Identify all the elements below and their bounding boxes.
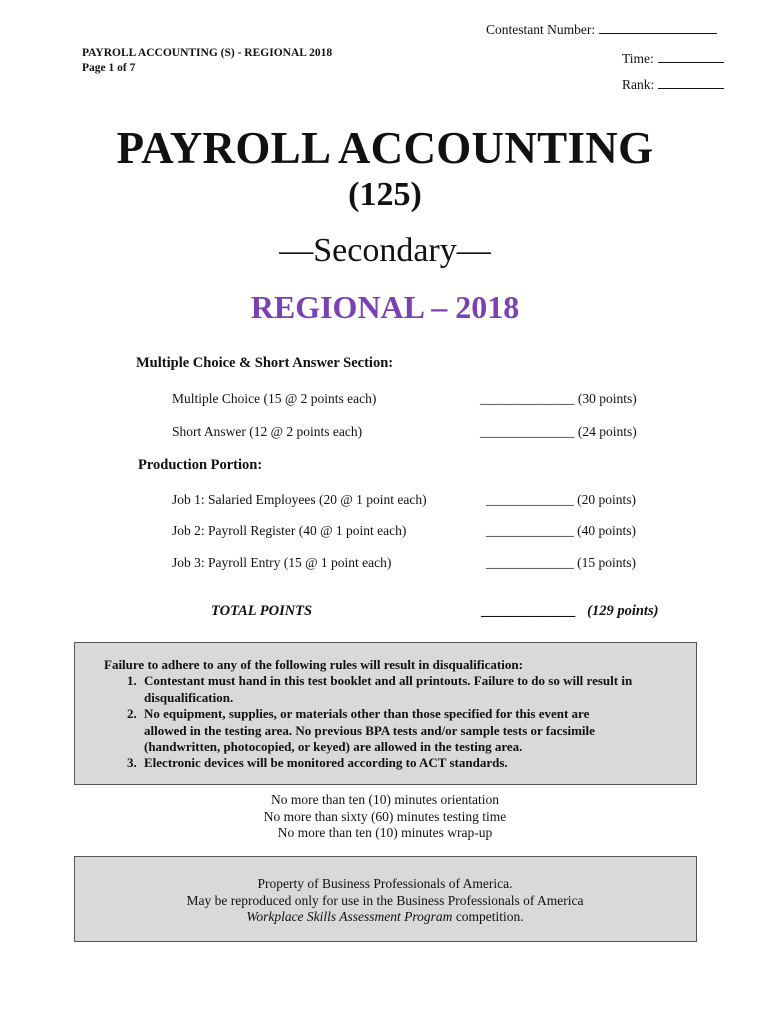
contestant-number-line (486, 22, 717, 38)
rule-item (140, 673, 632, 706)
section-production-heading: Production Portion: (138, 457, 263, 473)
event-code: (125) (348, 176, 422, 213)
rank-label: Rank: (622, 77, 655, 92)
row-short-answer-value: ______________ (24 points) (480, 424, 637, 439)
rules-list (118, 673, 632, 771)
rule-3-line-1: 3. Electronic devices will be monitored according to ACT standards. (144, 755, 508, 771)
rule-2-line-1: 2. No equipment, supplies, or materials other than those specified for this event are (144, 706, 590, 722)
contestant-number-label: Contestant Number: (486, 22, 596, 37)
rule-item (140, 755, 632, 771)
property-line-1: Property of Business Professionals of America. (257, 876, 513, 891)
time-line (622, 51, 724, 67)
timing-wrapup: No more than ten (10) minutes wrap-up (277, 825, 493, 840)
total-points-label: TOTAL POINTS (211, 603, 313, 619)
rules-text (104, 657, 632, 772)
rule-2-line-3: (handwritten, photocopied, or keyed) are allowed in the testing area. (144, 739, 523, 755)
regional-heading: REGIONAL – 2018 (250, 289, 520, 325)
property-line-3-rest: competition. (452, 909, 524, 924)
rule-2-line-2: allowed in the testing area. No previous BPA tests and/or sample tests or facsimile (144, 722, 595, 738)
event-line: PAYROLL ACCOUNTING (S) - REGIONAL 2018 (82, 47, 333, 59)
time-blank (658, 62, 724, 63)
property-program-name: Workplace Skills Assessment Program (246, 909, 453, 924)
row-multiple-choice-label: Multiple Choice (15 @ 2 points each) (172, 391, 377, 406)
property-line-3 (0, 909, 770, 926)
total-points-value: _____________ (129 points) (482, 603, 659, 619)
page-line: Page 1 of 7 (82, 62, 136, 74)
row-job2-label: Job 2: Payroll Register (40 @ 1 point each) (172, 523, 407, 538)
timing-block (0, 792, 770, 842)
rules-intro: Failure to adhere to any of the following rules will result in disqualification: (104, 657, 523, 672)
rank-line (622, 77, 724, 93)
contestant-number-blank (599, 33, 717, 34)
document-title: PAYROLL ACCOUNTING (116, 123, 654, 173)
row-job3-label: Job 3: Payroll Entry (15 @ 1 point each) (172, 555, 392, 570)
rule-1-line-2: disqualification. (144, 689, 234, 705)
header-event-block (82, 46, 332, 76)
row-multiple-choice-value: ______________ (30 points) (480, 391, 637, 406)
rank-blank (658, 88, 724, 89)
row-job1-value: _____________ (20 points) (486, 492, 636, 507)
row-job3-value: _____________ (15 points) (486, 555, 636, 570)
row-job1-label: Job 1: Salaried Employees (20 @ 1 point each) (172, 492, 427, 507)
timing-orientation: No more than ten (10) minutes orientation (271, 792, 499, 807)
rule-1-line-1: 1. Contestant must hand in this test booklet and all printouts. Failure to do so will result in (144, 673, 633, 689)
property-text (0, 876, 770, 926)
property-line-2: May be reproduced only for use in the Business Professionals of America (186, 892, 584, 908)
row-job2-value: _____________ (40 points) (486, 523, 636, 538)
time-label: Time: (622, 51, 654, 66)
division-level: —Secondary— (279, 232, 491, 269)
section-mc-sa-heading: Multiple Choice & Short Answer Section: (136, 355, 394, 371)
timing-testing: No more than sixty (60) minutes testing time (263, 808, 507, 824)
row-short-answer-label: Short Answer (12 @ 2 points each) (172, 424, 363, 439)
rule-item (140, 706, 632, 755)
